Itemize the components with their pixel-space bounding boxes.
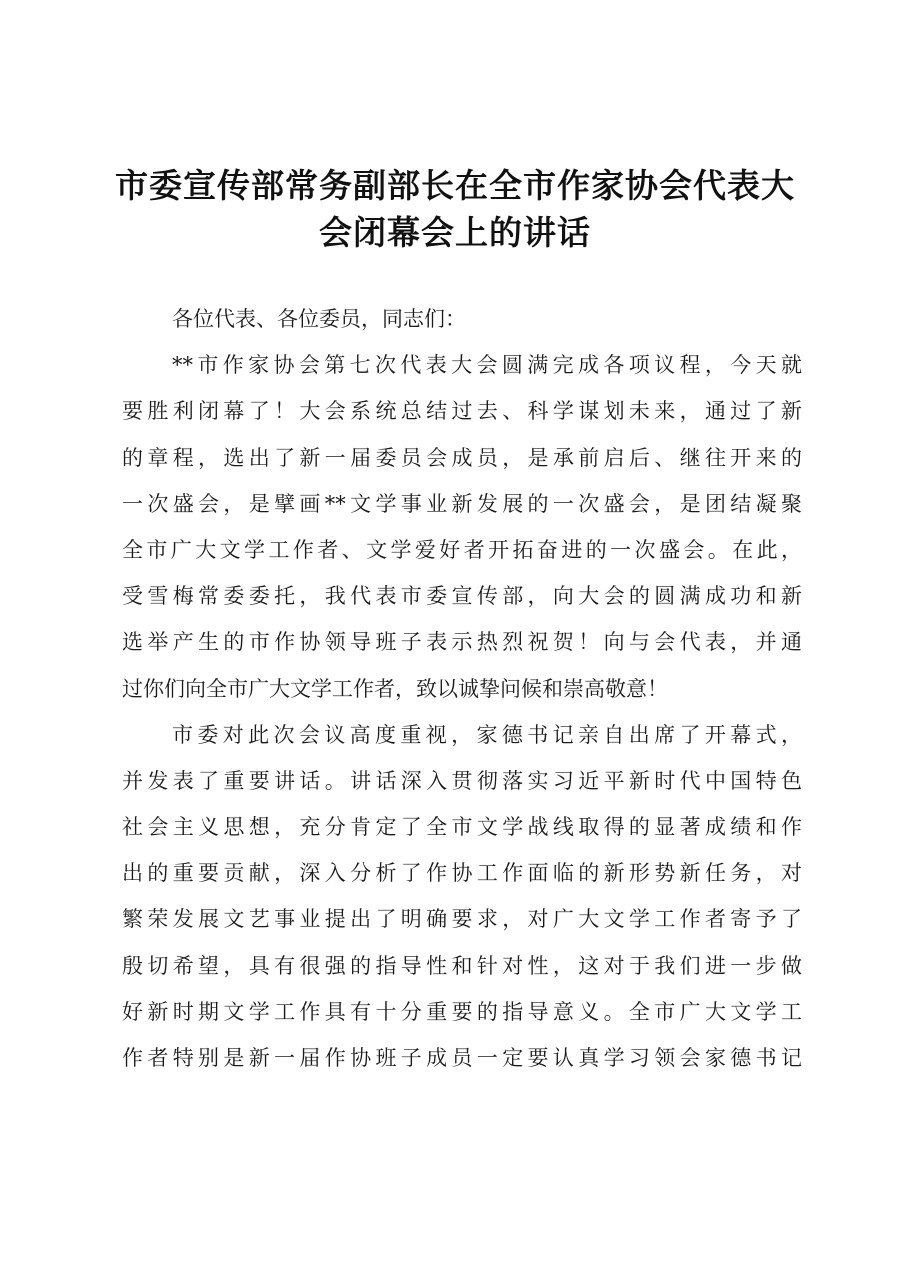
title-line: 市委宣传部常务副部长在全市作家协会代表大: [115, 166, 795, 205]
text-line: **市作家协会第七次代表大会圆满完成各项议程，今天就: [172, 353, 802, 378]
text-line: 全市广大文学工作者、文学爱好者开拓奋进的一次盛会。在此，: [122, 537, 802, 562]
text-line: 出的重要贡献，深入分析了作协工作面临的新形势新任务，对: [122, 861, 802, 886]
text-line: 受雪梅常委委托，我代表市委宣传部，向大会的圆满成功和新: [122, 584, 802, 609]
text-line: 选举产生的市作协领导班子表示热烈祝贺！向与会代表，并通: [122, 630, 802, 655]
paragraph-1: [122, 342, 802, 712]
greeting-line: 各位代表、各位委员，同志们：: [172, 307, 466, 331]
text-line: 要胜利闭幕了！大会系统总结过去、科学谋划未来，通过了新: [122, 399, 802, 424]
text-line: 的章程，选出了新一届委员会成员，是承前启后、继往开来的: [122, 445, 802, 470]
paragraph-2: [122, 712, 802, 1082]
title-line: 会闭幕会上的讲话: [319, 213, 591, 252]
text-line: 社会主义思想，充分肯定了全市文学战线取得的显著成绩和作: [122, 815, 802, 840]
text-line: 过你们向全市广大文学工作者，致以诚挚问候和崇高敬意！: [122, 676, 668, 701]
text-line: 并发表了重要讲话。讲话深入贯彻落实习近平新时代中国特色: [122, 768, 802, 793]
text-line: 殷切希望，具有很强的指导性和针对性，这对于我们进一步做: [122, 953, 802, 978]
text-line: 好新时期文学工作具有十分重要的指导意义。全市广大文学工: [122, 999, 802, 1024]
document-title: [110, 162, 800, 256]
text-line: 繁荣发展文艺事业提出了明确要求，对广大文学工作者寄予了: [122, 907, 802, 932]
text-line: 市委对此次会议高度重视，家德书记亲自出席了开幕式，: [172, 722, 802, 747]
text-line: 一次盛会，是擘画**文学事业新发展的一次盛会，是团结凝聚: [122, 491, 802, 516]
text-line: 作者特别是新一届作协班子成员一定要认真学习领会家德书记: [122, 1046, 802, 1070]
document-body: [122, 296, 802, 1081]
